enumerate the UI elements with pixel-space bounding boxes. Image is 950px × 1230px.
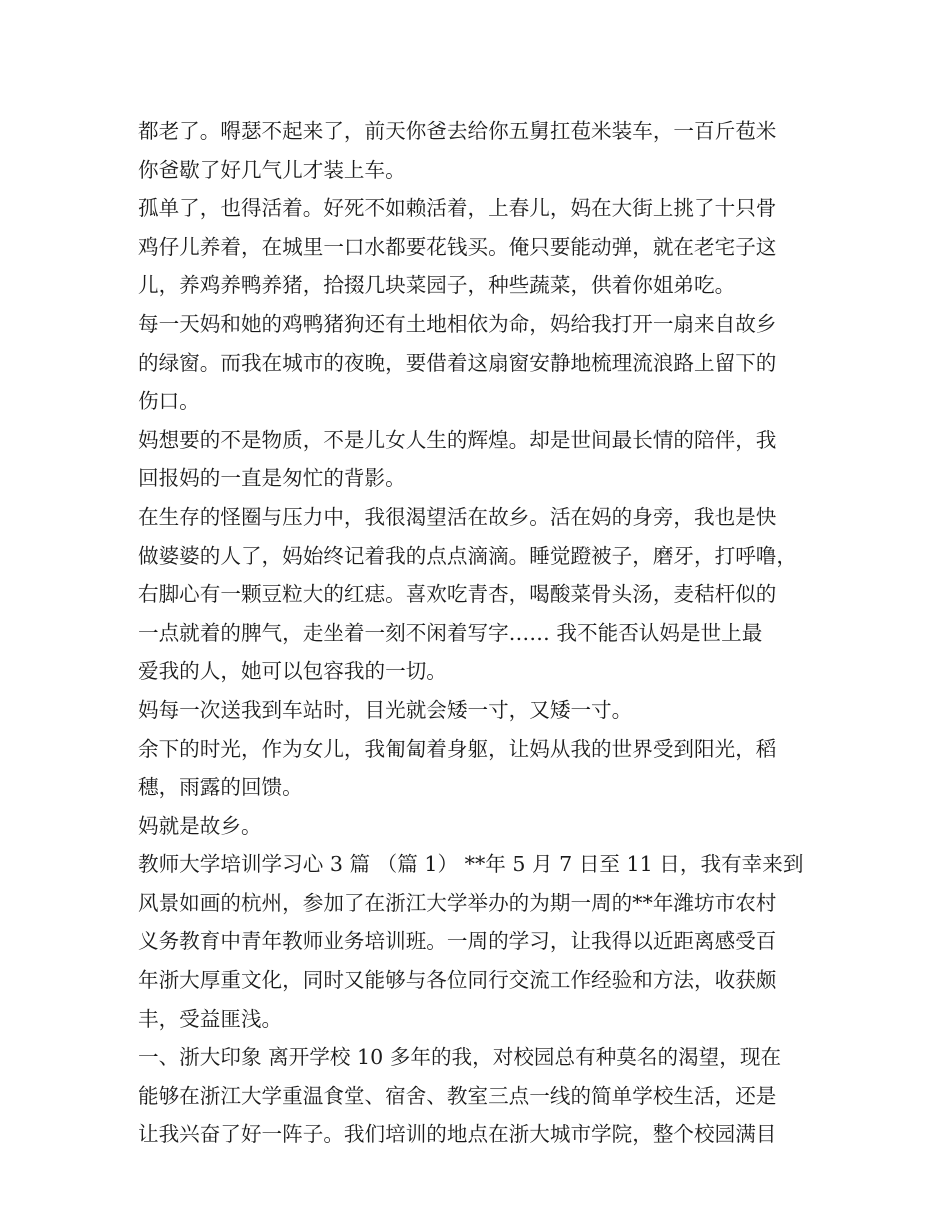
text-line: 每一天妈和她的鸡鸭猪狗还有土地相依为命，妈给我打开一扇来自故乡 bbox=[138, 311, 777, 336]
text-line: 丰，受益匪浅。 bbox=[138, 1006, 283, 1031]
text-line: 右脚心有一颗豆粒大的红痣。喜欢吃青杏，喝酸菜骨头汤，麦秸杆似的 bbox=[138, 582, 777, 607]
text-line: 鸡仔儿养着，在城里一口水都要花钱买。俺只要能动弹，就在老宅子这 bbox=[138, 234, 777, 259]
text-line: 一点就着的脾气，走坐着一刻不闲着写字…… 我不能否认妈是世上最 bbox=[138, 620, 763, 645]
text-line: 在生存的怪圈与压力中，我很渴望活在故乡。活在妈的身旁，我也是快 bbox=[138, 504, 777, 529]
text-line: 妈想要的不是物质，不是儿女人生的辉煌。却是世间最长情的陪伴，我 bbox=[138, 427, 777, 452]
text-line: 妈就是故乡。 bbox=[138, 813, 262, 838]
text-line: 义务教育中青年教师业务培训班。一周的学习，让我得以近距离感受百 bbox=[138, 929, 777, 954]
document-body bbox=[138, 112, 828, 1154]
text-line: 年浙大厚重文化，同时又能够与各位同行交流工作经验和方法，收获颇 bbox=[138, 968, 777, 993]
text-line: 妈每一次送我到车站时，目光就会矮一寸，又矮一寸。 bbox=[138, 697, 633, 722]
text-line: 爱我的人，她可以包容我的一切。 bbox=[138, 659, 447, 684]
text-line: 穗，雨露的回馈。 bbox=[138, 775, 303, 800]
text-line: 风景如画的杭州，参加了在浙江大学举办的为期一周的**年潍坊市农村 bbox=[138, 890, 777, 915]
text-line: 都老了。嘚瑟不起来了，前天你爸去给你五舅扛苞米装车，一百斤苞米 bbox=[138, 119, 777, 143]
text-line: 让我兴奋了好一阵子。我们培训的地点在浙大城市学院，整个校园满目 bbox=[138, 1122, 777, 1147]
text-line: 回报妈的一直是匆忙的背影。 bbox=[138, 466, 406, 491]
text-line: 的绿窗。而我在城市的夜晚，要借着这扇窗安静地梳理流浪路上留下的 bbox=[138, 350, 777, 375]
text-line: 教师大学培训学习心 3 篇 （篇 1） **年 5 月 7 日至 11 日，我有幸来到 bbox=[138, 852, 804, 877]
text-line: 做婆婆的人了，妈始终记着我的点点滴滴。睡觉蹬被子，磨牙，打呼噜， bbox=[138, 543, 797, 568]
text-line: 一、浙大印象 离开学校 10 多年的我，对校园总有种莫名的渴望，现在 bbox=[138, 1045, 782, 1070]
text-line: 你爸歇了好几气儿才装上车。 bbox=[138, 157, 406, 182]
text-line: 伤口。 bbox=[138, 389, 200, 414]
text-line: 儿，养鸡养鸭养猪，拾掇几块菜园子，种些蔬菜，供着你姐弟吃。 bbox=[138, 273, 736, 298]
text-line: 孤单了，也得活着。好死不如赖活着，上春儿，妈在大街上挑了十只骨 bbox=[138, 196, 777, 221]
text-line: 余下的时光，作为女儿，我匍匐着身躯，让妈从我的世界受到阳光，稻 bbox=[138, 736, 777, 761]
text-line: 能够在浙江大学重温食堂、宿舍、教室三点一线的简单学校生活，还是 bbox=[138, 1083, 777, 1108]
